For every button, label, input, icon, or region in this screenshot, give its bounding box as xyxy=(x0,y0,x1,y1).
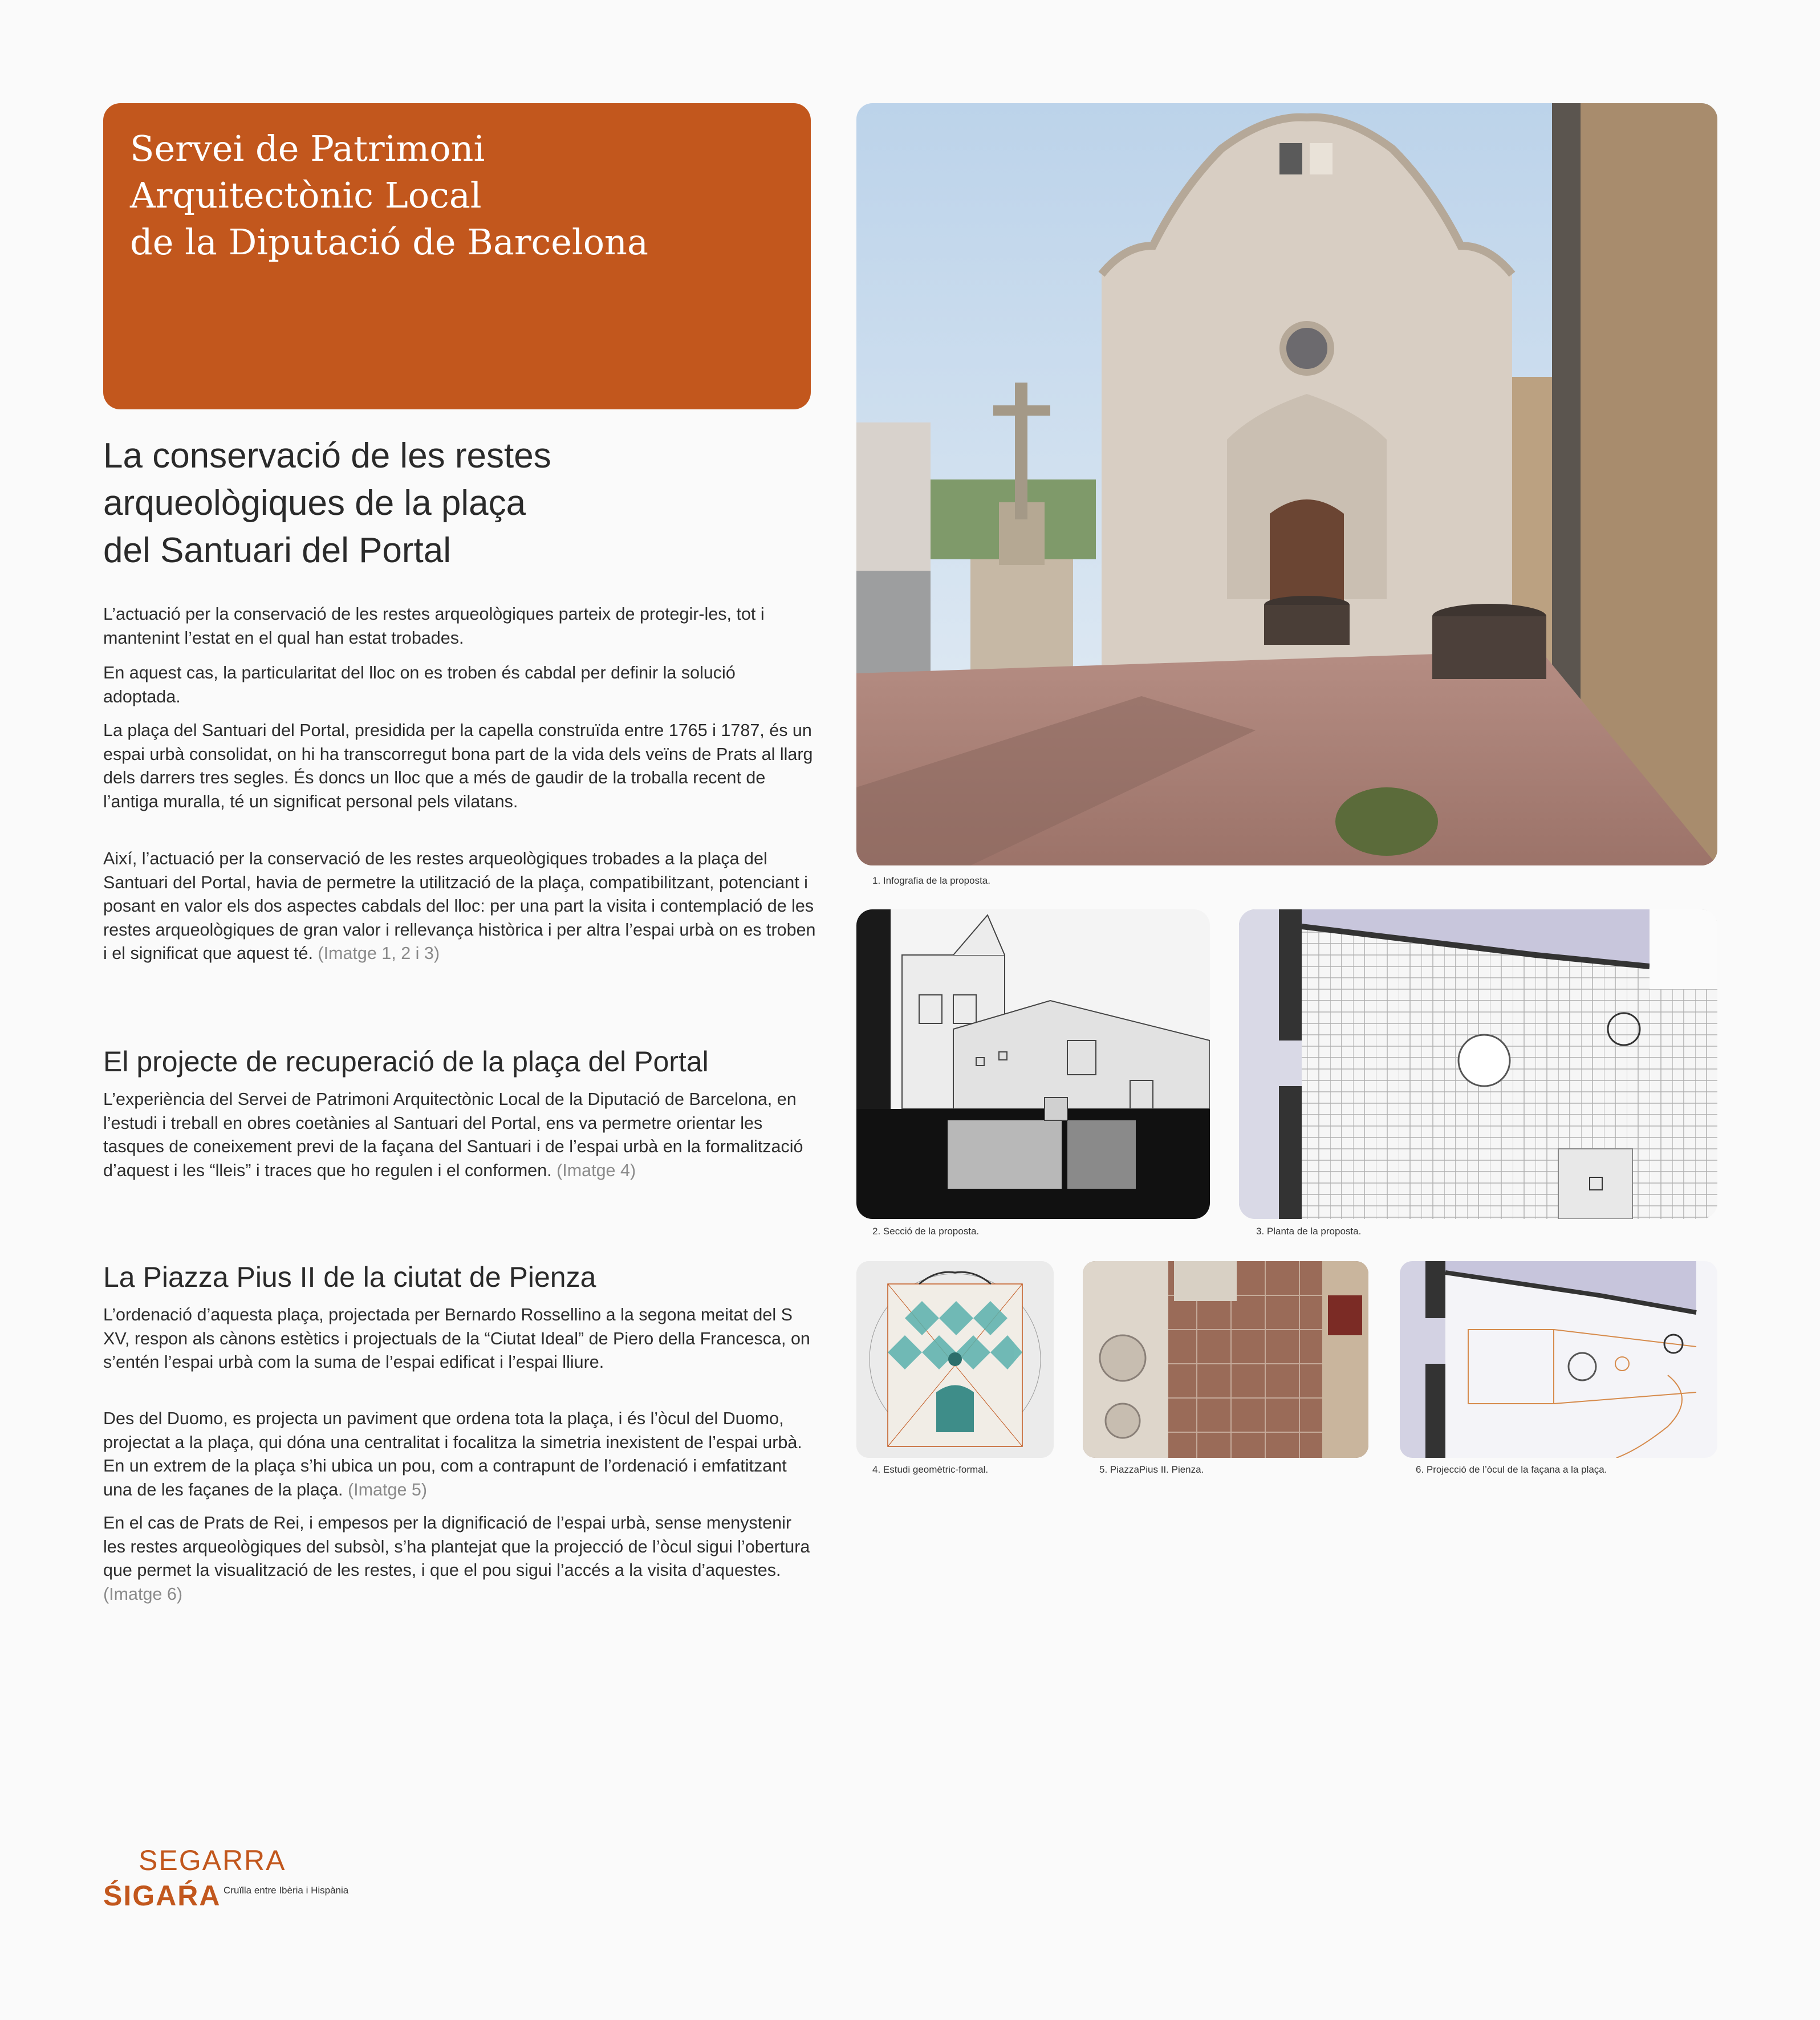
caption-3: 3. Planta de la proposta. xyxy=(1256,1226,1362,1237)
image-reference: (Imatge 1, 2 i 3) xyxy=(318,944,440,963)
brand-tagline: Cruïlla entre Ibèria i Hispània xyxy=(224,1885,349,1896)
caption-5: 5. PiazzaPius II. Pienza. xyxy=(1099,1464,1204,1475)
main-title xyxy=(103,432,816,574)
header-title xyxy=(130,125,786,266)
header-title-line-2: Arquitectònic Local xyxy=(130,174,482,216)
brand-segarra: SEGARRA xyxy=(139,1844,286,1876)
image-reference: (Imatge 4) xyxy=(556,1160,636,1180)
brand-sigara: ŚIGAŔA xyxy=(103,1880,221,1912)
header-title-line-3: de la Diputació de Barcelona xyxy=(130,221,648,263)
image-infografia xyxy=(856,103,1717,865)
section3-paragraph-1: L’ordenació d’aquesta plaça, projectada per Bernardo Rossellino a la segona meitat del S XV, respon als cànons estètics i projectuals de la “Ciutat Ideal” de Piero della Francesca, on s’entén l’espai urbà com la suma de l’espai edificat i l’espai lliure. xyxy=(103,1305,810,1372)
section-title-pienza: La Piazza Pius II de la ciutat de Pienza xyxy=(103,1261,596,1293)
intro-paragraph-4-text: Així, l’actuació per la conservació de les restes arqueològiques trobades a la plaça del Santuari del Portal, havia de permetre la utilització de la plaça, compatibilitzant, potenciant i posant en valor els dos aspectes cabdals del lloc: per una part la visita i contemplació de les restes arqueològiques de gran valor i rellevança històrica i per altra l’espai urbà on es troben i el significat que aquest té. xyxy=(103,849,816,963)
intro-paragraph-2: En aquest cas, la particularitat del lloc on es troben és cabdal per definir la solució adoptada. xyxy=(103,663,736,706)
header-title-line-1: Servei de Patrimoni xyxy=(130,128,485,169)
main-title-line-3: del Santuari del Portal xyxy=(103,531,452,570)
caption-6: 6. Projecció de l’òcul de la façana a la plaça. xyxy=(1416,1464,1607,1475)
section3-paragraph-3 xyxy=(103,1511,816,1606)
main-title-line-2: arqueològiques de la plaça xyxy=(103,483,526,523)
image-planta xyxy=(1239,909,1717,1219)
section2-paragraph-1 xyxy=(103,1088,816,1182)
image-seccio xyxy=(856,909,1210,1219)
section3-paragraph-3-text: En el cas de Prats de Rei, i empesos per la dignificació de l’espai urbà, sense menystenir les restes arqueològiques del subsòl, s’ha plantejat que la projecció de l’òcul sigui l’obertura que permet la visualització de les restes, i que el pou sigui l’accés a la visita d’aquestes. xyxy=(103,1513,810,1580)
image-reference: (Imatge 5) xyxy=(348,1480,428,1499)
main-title-line-1: La conservació de les restes xyxy=(103,436,551,475)
section3-paragraph-2 xyxy=(103,1407,816,1502)
intro-paragraph-4 xyxy=(103,847,816,966)
image-estudi-geometric xyxy=(856,1261,1054,1458)
section-title-recuperacio: El projecte de recuperació de la plaça del Portal xyxy=(103,1046,709,1078)
image-reference: (Imatge 6) xyxy=(103,1584,182,1604)
intro-paragraph-3: La plaça del Santuari del Portal, presidida per la capella construïda entre 1765 i 1787, és un espai urbà consolidat, on hi ha transcorregut bona part de la vida dels veïns de Prats al llarg dels darrers tres segles. És doncs un lloc que a més de gaudir de la troballa recent de l’antiga muralla, té un significat personal pels vilatans. xyxy=(103,721,813,811)
intro-paragraph-1: L’actuació per la conservació de les restes arqueològiques parteix de protegir-les, tot i mantenint l’estat en el qual han estat trobades. xyxy=(103,604,765,648)
section2-paragraph-1-text: L’experiència del Servei de Patrimoni Arquitectònic Local de la Diputació de Barcelona, en l’estudi i treball en obres coetànies al Santuari del Portal, ens va permetre orientar les tasques de coneixement previ de la façana del Santuari i de l’espai urbà en la formalització d’aquest i les “lleis” i traces que ho regulen i el conformen. xyxy=(103,1090,803,1180)
caption-1: 1. Infografia de la proposta. xyxy=(872,875,990,886)
caption-4: 4. Estudi geomètric-formal. xyxy=(872,1464,989,1475)
caption-2: 2. Secció de la proposta. xyxy=(872,1226,980,1237)
image-projeccio-ocul xyxy=(1400,1261,1717,1458)
section3-paragraph-2-text: Des del Duomo, es projecta un paviment que ordena tota la plaça, i és l’òcul del Duomo, projectat a la plaça, qui dóna una centralitat i focalitza la simetria inexistent de l’espai urbà. En un extrem de la plaça s’hi ubica un pou, com a contrapunt de l’ordenació i emfatitzant una de les façanes de la plaça. xyxy=(103,1409,802,1499)
image-pienza xyxy=(1083,1261,1368,1458)
